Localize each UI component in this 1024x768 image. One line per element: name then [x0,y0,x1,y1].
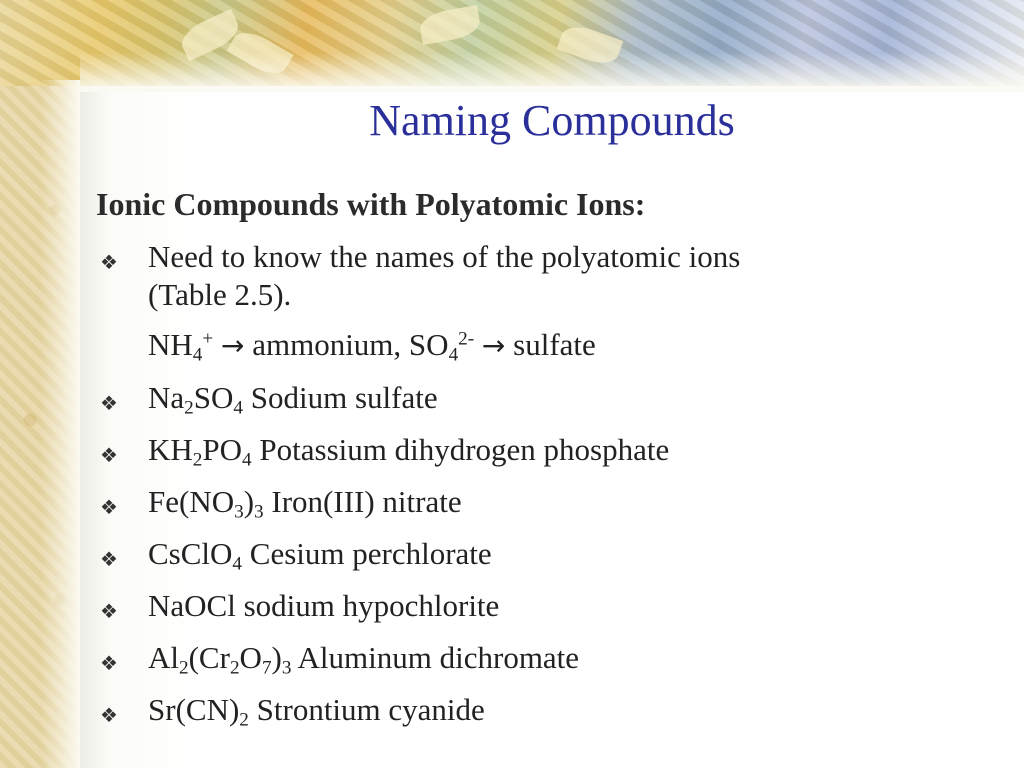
bullet-list [96,238,976,743]
formula-part: Sr(CN) [148,692,240,727]
compound-item [96,691,976,729]
bullet-diamond-icon: ❖ [100,653,118,675]
intro-line1: Need to know the names of the polyatomic ions [148,239,741,274]
compound-item [96,483,976,521]
formula-part: CsClO [148,536,233,571]
formula-subscript: 2 [179,657,189,679]
compound-formula [148,536,243,575]
intro-line2: (Table 2.5). [148,277,292,312]
formula-part: O [239,640,262,675]
compound-item [96,587,976,625]
bullet-diamond-icon: ❖ [100,393,118,415]
ion2-name: sulfate [505,327,596,362]
ion2-subscript: 4 [448,344,459,366]
compound-name: Cesium perchlorate [249,536,492,571]
formula-subscript: 4 [233,397,244,419]
compound-name: Aluminum dichromate [297,640,580,675]
left-strip-fade [40,80,80,768]
ion-example-line [96,326,976,365]
arrow-right-icon: → [481,329,506,362]
compound-formula [148,692,249,731]
slide-subtitle: Ionic Compounds with Polyatomic Ions: [96,186,646,222]
compound-name: sodium hypochlorite [243,588,500,623]
formula-subscript: 2 [192,449,203,471]
compound-name: Strontium cyanide [256,692,485,727]
formula-subscript: 3 [254,501,264,523]
compound-formula [148,484,264,523]
formula-part: NaOCl [148,588,236,623]
compound-item [96,431,976,469]
formula-subscript: 4 [242,449,252,471]
slide-title: Naming Compounds [369,96,735,145]
arrow-right-icon: → [220,329,245,362]
formula-subscript: 4 [232,553,243,575]
compound-formula [148,380,244,419]
ion1-base: NH [148,327,193,362]
formula-part: ) [271,640,282,675]
ion2-base: SO [408,327,449,362]
formula-subscript: 3 [234,501,244,523]
bullet-intro [96,238,976,314]
formula-subscript: 3 [281,657,292,679]
bullet-diamond-icon: ❖ [100,601,118,623]
formula-subscript: 2 [184,397,194,419]
bullet-diamond-icon: ❖ [100,549,118,571]
ion1-subscript: 4 [192,344,203,366]
ion1-name: ammonium, [244,327,409,362]
ion1-charge: + [202,328,214,350]
compound-name: Iron(III) nitrate [271,484,462,519]
bullet-diamond-icon: ❖ [100,252,118,274]
compound-item [96,535,976,573]
bullet-diamond-icon: ❖ [100,705,118,727]
bullet-diamond-icon: ❖ [100,445,118,467]
compound-name: Sodium sulfate [250,380,438,415]
formula-part: KH [148,432,193,467]
formula-part: ) [243,484,255,519]
formula-part: Fe(NO [148,484,235,519]
banner-fade [80,52,1024,92]
compound-formula [148,432,252,471]
ion2-charge: 2- [458,328,475,350]
formula-subscript: 2 [239,709,249,731]
compound-item [96,379,976,417]
compound-name: Potassium dihydrogen phosphate [259,432,670,467]
compound-item [96,639,976,677]
formula-part: Na [148,380,185,415]
formula-part: PO [202,432,243,467]
compound-formula [148,640,292,679]
bullet-diamond-icon: ❖ [100,497,118,519]
formula-part: Al [148,640,179,675]
formula-subscript: 2 [229,657,240,679]
formula-subscript: 7 [261,657,272,679]
formula-part: (Cr [188,640,230,675]
formula-part: SO [193,380,234,415]
compound-formula [148,588,236,623]
